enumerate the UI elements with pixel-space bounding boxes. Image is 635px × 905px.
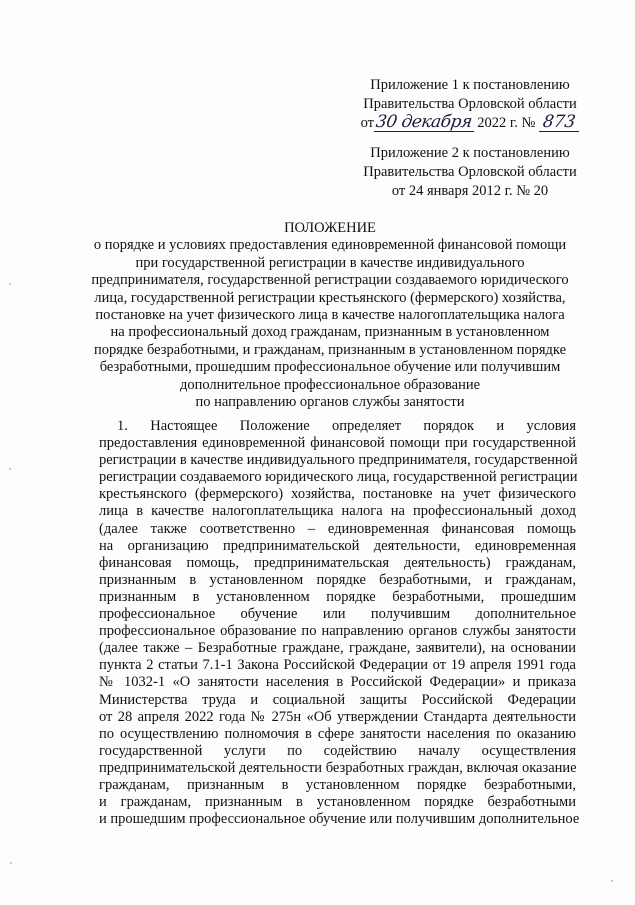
paragraph-line: 1. Настоящее Положение определяет порядок и условия	[117, 418, 576, 434]
paragraph-line: № 1032-1 «О занятости населения в Российской Федерации» и приказа	[99, 674, 576, 691]
scan-speck	[10, 862, 12, 864]
title-line: лица, государственной регистрации крестьянского (фермерского) хозяйства,	[94, 289, 566, 306]
paragraph-line: (далее также – Безработные граждане, граждане, заявители), на основании	[99, 640, 576, 657]
paragraph-line: государственной услуги по содействию началу осуществления	[99, 742, 576, 759]
appendix-2-line3: от 24 января 2012 г. № 20	[391, 183, 549, 199]
paragraph-line: признанным в установленном порядке безработными, и гражданам,	[99, 571, 576, 588]
document-title	[60, 220, 600, 411]
appendix-2-line1: Приложение 2 к постановлению	[370, 145, 570, 161]
title-line: по направлению органов службы занятости	[195, 394, 465, 411]
body-text	[99, 418, 580, 828]
appendix-2-header	[330, 144, 610, 201]
title-heading: ПОЛОЖЕНИЕ	[284, 220, 376, 236]
handwritten-date: 30 декабря	[374, 112, 474, 132]
handwritten-number: 873	[541, 112, 577, 132]
paragraph-line: регистрации в качестве индивидуального предпринимателя, государственной	[99, 452, 578, 469]
appendix-1-header	[330, 76, 610, 133]
paragraph-line: пункта 2 статьи 7.1-1 Закона Российской Федерации от 19 апреля 1991 года	[99, 657, 576, 674]
paragraph-line: профессиональное обучение или получившим дополнительное	[99, 606, 576, 623]
appendix-2-line2: Правительства Орловской области	[363, 164, 577, 180]
title-line: порядке безработными, и гражданам, признанным в установленном порядке	[93, 341, 567, 358]
appendix-1-date-line	[330, 114, 610, 133]
paragraph-line: лица в качестве налогоплательщика налога на профессиональный доход	[99, 503, 576, 520]
paragraph-line: регистрации создаваемого юридического лица, государственной регистрации	[99, 469, 578, 486]
paragraph-line: признанным в установленном порядке безработными, прошедшим	[99, 588, 576, 605]
appendix-1-line2: Правительства Орловской области	[363, 96, 577, 112]
title-line: на профессиональный доход гражданам, признанным в установленном	[110, 324, 550, 341]
paragraph-line: профессиональное образование по направлению органов службы занятости	[99, 623, 576, 640]
title-line: постановке на учет физического лица в качестве налогоплательщика налога	[95, 307, 565, 324]
paragraph-line: крестьянского (фермерского) хозяйства, постановке на учет физического	[99, 486, 576, 503]
scan-speck	[9, 468, 11, 470]
paragraph-line: (далее также соответственно – единовременная финансовая помощь	[99, 520, 576, 537]
paragraph-line: и гражданам, признанным в установленном порядке безработными	[99, 794, 576, 811]
title-line: о порядке и условиях предоставления единовременной финансовой помощи	[93, 237, 567, 254]
paragraph-line: по осуществлению полномочия в сфере занятости населения по оказанию	[99, 725, 576, 742]
title-line: при государственной регистрации в качестве индивидуального	[135, 254, 525, 271]
paragraph-line: предпринимательской деятельности безработных граждан, включая оказание	[99, 759, 577, 776]
paragraph-line: от 28 апреля 2022 года № 275н «Об утверждении Стандарта деятельности	[99, 708, 576, 725]
date-year: 2022 г. №	[477, 115, 536, 131]
paragraph-line: предоставления единовременной финансовой помощи при государственной	[99, 435, 576, 452]
title-line: предпринимателя, государственной регистрации создаваемого юридического	[91, 272, 569, 289]
paragraph-line: гражданам, признанным в установленном порядке безработными,	[99, 776, 576, 793]
scan-speck	[9, 283, 11, 285]
paragraph-line: финансовая помощь, предпринимательская деятельность) гражданам,	[99, 554, 576, 571]
scan-speck	[611, 880, 613, 882]
paragraph-line: и прошедшим профессиональное обучение или получившим дополнительное	[99, 811, 580, 828]
date-prefix: от	[360, 115, 374, 131]
title-line: дополнительное профессиональное образование	[179, 376, 481, 393]
title-line: безработными, прошедшим профессиональное обучение или получившим	[99, 359, 561, 376]
paragraph-line: Министерства труда и социальной защиты Российской Федерации	[99, 691, 576, 708]
appendix-1-line1: Приложение 1 к постановлению	[370, 77, 570, 93]
paragraph-line: на организацию предпринимательской деятельности, единовременная	[99, 537, 576, 554]
